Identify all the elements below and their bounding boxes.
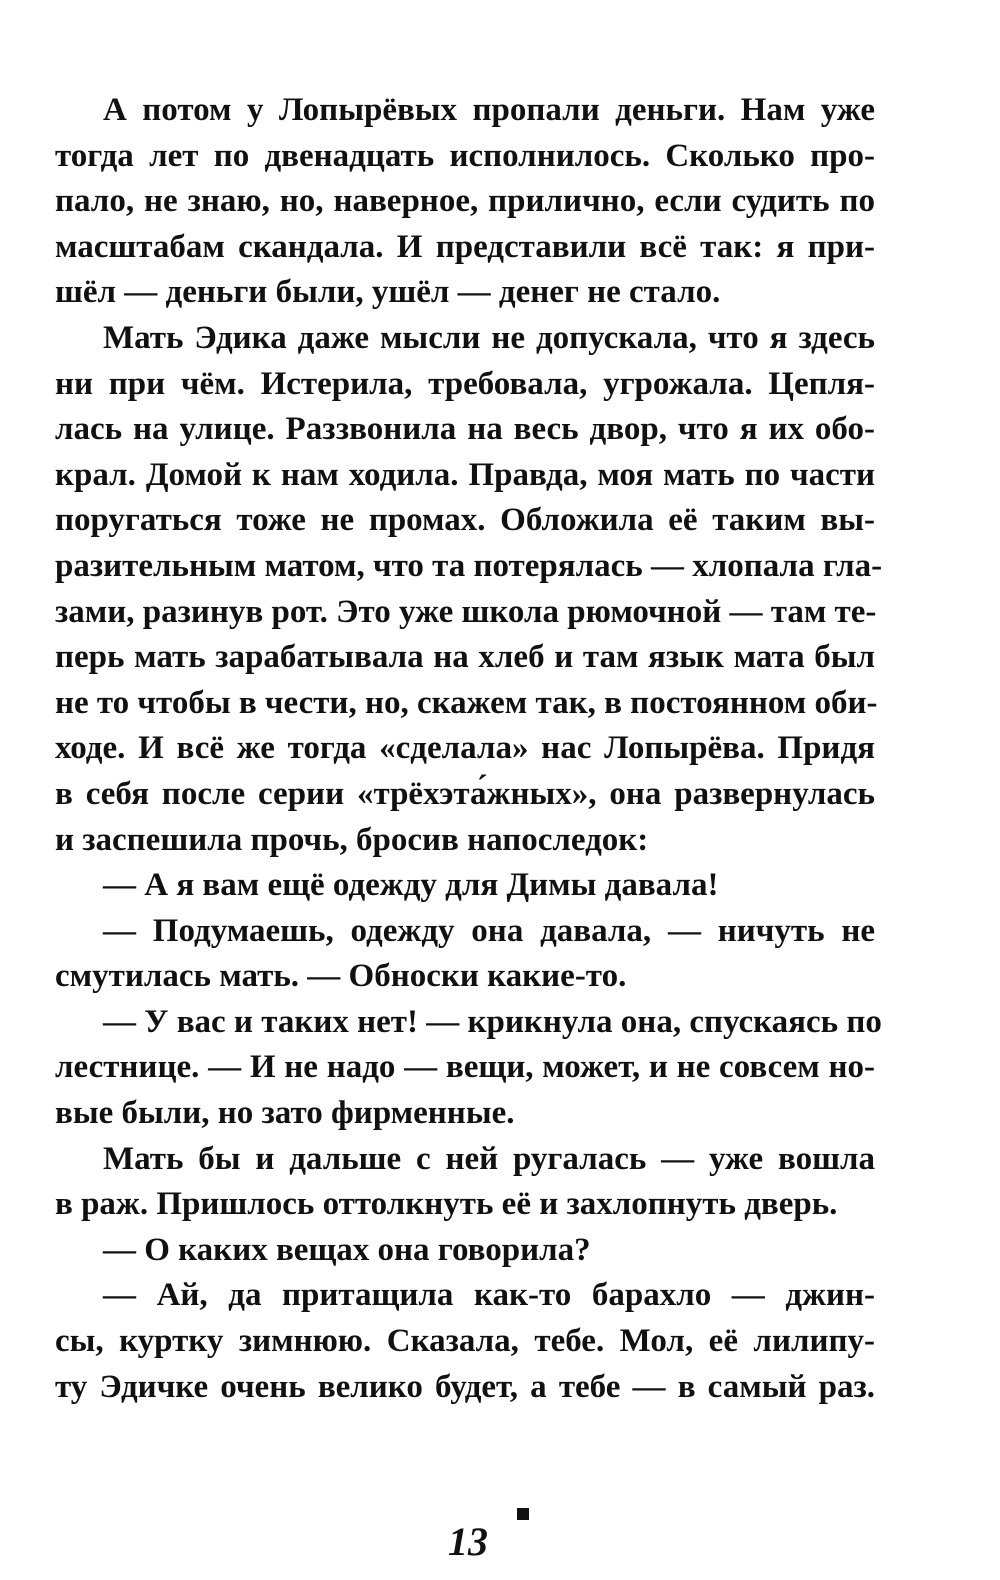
text-line: шёл — деньги были, ушёл — денег не стало. — [55, 274, 721, 311]
text-line: не то чтобы в чести, но, скажем так, в постоянном оби- — [55, 684, 878, 721]
text-line: — О каких вещах она говорила? — [103, 1231, 591, 1268]
text-line: — Подумаешь, одежду она давала, — ничуть не — [103, 912, 875, 949]
text-line: А потом у Лопырёвых пропали деньги. Нам уже — [103, 92, 875, 128]
text-line: Мать бы и дальше с ней ругалась — уже вошла — [103, 1140, 875, 1177]
text-line: — У вас и таких нет! — крикнула она, спускаясь по — [103, 1003, 882, 1040]
text-line: лестнице. — И не надо — вещи, может, и не совсем но- — [55, 1049, 875, 1086]
text-line: в раж. Пришлось оттолкнуть её и захлопнуть дверь. — [55, 1186, 838, 1223]
text-line: крал. Домой к нам ходила. Правда, моя мать по части — [55, 456, 875, 493]
text-line: Мать Эдика даже мысли не допускала, что я здесь — [103, 319, 875, 356]
text-line: — Ай, да притащила как-то барахло — джин- — [103, 1277, 875, 1314]
text-line: масштабам скандала. И представили всё так: я при- — [55, 228, 875, 265]
text-line: ни при чём. Истерила, требовала, угрожала. Цепля- — [55, 365, 875, 402]
text-line: лась на улице. Раззвонила на весь двор, что я их обо- — [55, 411, 875, 448]
text-line: перь мать зарабатывала на хлеб и там язык мата был — [55, 639, 875, 676]
text-line: ту Эдичке очень велико будет, а тебе — в самый раз. — [55, 1368, 875, 1405]
text-line: тогда лет по двенадцать исполнилось. Сколько про- — [55, 137, 875, 174]
text-line: в себя после серии «трёхэта́жных», она развернулась — [55, 775, 875, 812]
page-number: 13 — [448, 1519, 488, 1564]
body-text — [55, 88, 883, 1410]
text-line: — А я вам ещё одежду для Димы давала! — [103, 867, 719, 904]
text-line: ходе. И всё же тогда «сделала» нас Лопырёва. Придя — [55, 730, 875, 767]
page-marker-square — [517, 1508, 529, 1520]
text-line: вые были, но зато фирменные. — [55, 1095, 515, 1132]
text-line: пало, не знаю, но, наверное, прилично, если судить по — [55, 183, 875, 220]
text-line: смутилась мать. — Обноски какие-то. — [55, 958, 627, 995]
text-line: разительным матом, что та потерялась — хлопала гла- — [55, 547, 883, 584]
text-line: зами, разинув рот. Это уже школа рюмочной — там те- — [55, 593, 877, 630]
text-line: поругаться тоже не промах. Обложила её таким вы- — [55, 502, 875, 539]
text-line: и заспешила прочь, бросив напоследок: — [55, 821, 649, 858]
text-line: сы, куртку зимнюю. Сказала, тебе. Мол, её лилипу- — [55, 1323, 875, 1360]
